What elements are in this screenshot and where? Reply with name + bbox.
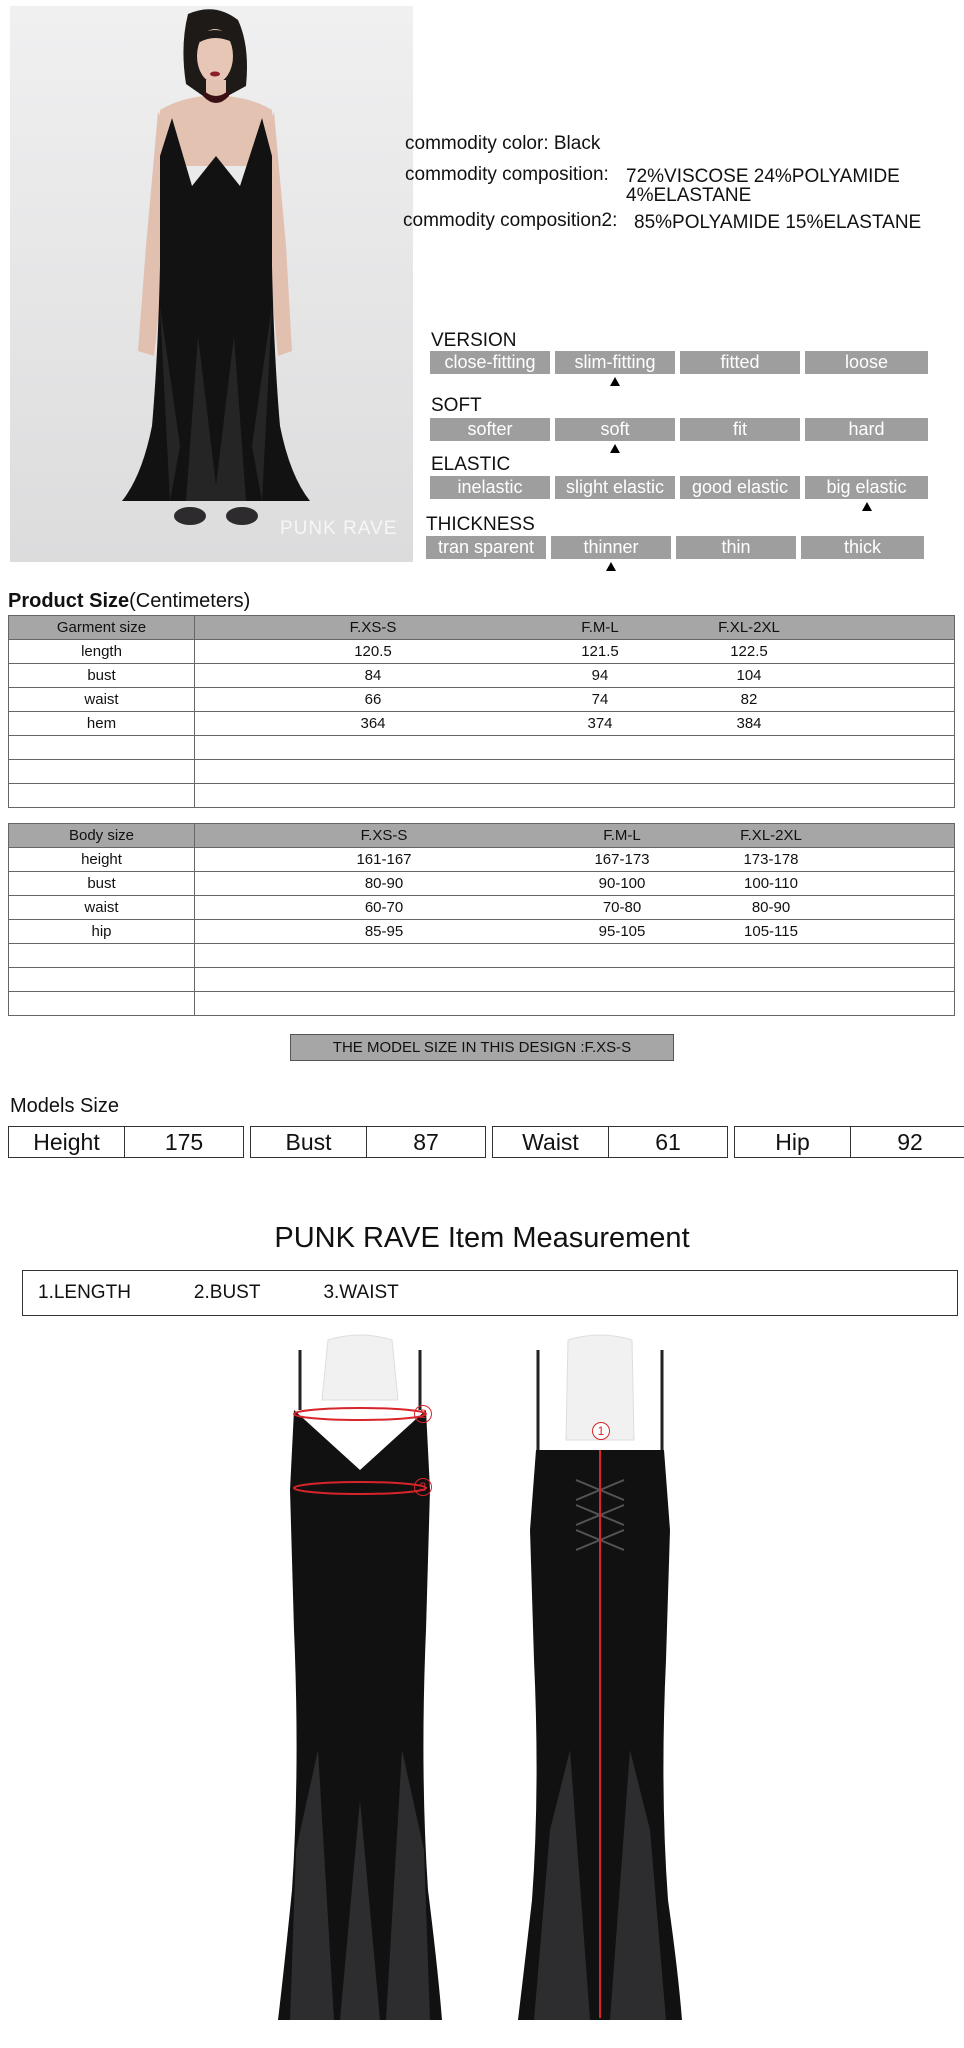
scale-option-selected: soft — [555, 418, 675, 441]
scale-title-elastic: ELASTIC — [431, 454, 511, 475]
model-size-note: THE MODEL SIZE IN THIS DESIGN :F.XS-S — [290, 1034, 674, 1061]
table-row-empty — [9, 944, 955, 968]
marker-3: 3 — [414, 1478, 432, 1496]
garment-size-table — [8, 615, 955, 808]
bust-line — [294, 1408, 426, 1420]
scale-option: tran sparent — [426, 536, 546, 559]
dress-front-image — [270, 1330, 450, 2030]
product-photo — [10, 6, 413, 562]
scale-title-soft: SOFT — [431, 395, 482, 416]
table-row-empty — [9, 736, 955, 760]
scale-title-thickness: THICKNESS — [426, 514, 535, 535]
selected-marker-icon — [606, 562, 616, 571]
table-header: Garment size F.XS-S F.M-L F.XL-2XL — [9, 616, 955, 640]
table-row-empty — [9, 784, 955, 808]
table-row: hip 85-95 95-105 105-115 — [9, 920, 955, 944]
table-row: height 161-167 167-173 173-178 — [9, 848, 955, 872]
table-row-empty — [9, 760, 955, 784]
scale-option: good elastic — [680, 476, 800, 499]
scale-option-selected: big elastic — [805, 476, 928, 499]
scale-option: softer — [430, 418, 550, 441]
model-height: Height 175 — [8, 1126, 244, 1158]
composition-line1: 72%VISCOSE 24%POLYAMIDE — [626, 166, 900, 187]
scale-option: hard — [805, 418, 928, 441]
model-figure — [10, 6, 413, 562]
marker-2: 2 — [414, 1405, 432, 1423]
scale-option-selected: slim-fitting — [555, 351, 675, 374]
table-row-empty — [9, 968, 955, 992]
models-size-title: Models Size — [10, 1095, 119, 1117]
scale-option: slight elastic — [555, 476, 675, 499]
scale-option: fitted — [680, 351, 800, 374]
scale-option-selected: thinner — [551, 536, 671, 559]
composition2-value: 85%POLYAMIDE 15%ELASTANE — [634, 212, 922, 233]
scale-option: close-fitting — [430, 351, 550, 374]
table-row: hem 364 374 384 — [9, 712, 955, 736]
table-row: bust 84 94 104 — [9, 664, 955, 688]
scale-option: fit — [680, 418, 800, 441]
scale-thickness — [426, 536, 924, 559]
marker-1: 1 — [592, 1422, 610, 1440]
composition-label: commodity composition: — [405, 164, 609, 185]
legend-bust: 2.BUST — [193, 1282, 261, 1303]
table-row: waist 66 74 82 — [9, 688, 955, 712]
table-row-empty — [9, 992, 955, 1016]
selected-marker-icon — [862, 502, 872, 511]
model-bust: Bust 87 — [250, 1126, 486, 1158]
table-row: bust 80-90 90-100 100-110 — [9, 872, 955, 896]
table-row: length 120.5 121.5 122.5 — [9, 640, 955, 664]
measurement-legend — [22, 1270, 958, 1316]
selected-marker-icon — [610, 377, 620, 386]
legend-length: 1.LENGTH — [38, 1282, 131, 1303]
model-hip: Hip 92 — [734, 1126, 964, 1158]
composition2-label: commodity composition2: — [403, 210, 618, 231]
scale-option: thick — [801, 536, 924, 559]
scale-option: loose — [805, 351, 928, 374]
models-size-row — [8, 1126, 964, 1158]
scale-version — [430, 351, 928, 374]
scale-option: inelastic — [430, 476, 550, 499]
watermark: PUNK RAVE — [280, 518, 398, 539]
scale-option: thin — [676, 536, 796, 559]
composition-line2: 4%ELASTANE — [626, 185, 752, 206]
table-row: waist 60-70 70-80 80-90 — [9, 896, 955, 920]
scale-elastic — [430, 476, 928, 499]
legend-waist: 3.WAIST — [323, 1282, 399, 1303]
model-waist: Waist 61 — [492, 1126, 728, 1158]
table-header: Body size F.XS-S F.M-L F.XL-2XL — [9, 824, 955, 848]
commodity-color: commodity color: Black — [405, 133, 601, 154]
body-size-table — [8, 823, 955, 1016]
scale-soft — [430, 418, 928, 441]
scale-title-version: VERSION — [431, 330, 517, 351]
measurement-title: PUNK RAVE Item Measurement — [274, 1222, 690, 1254]
selected-marker-icon — [610, 444, 620, 453]
product-size-title: Product Size(Centimeters) — [8, 590, 251, 612]
